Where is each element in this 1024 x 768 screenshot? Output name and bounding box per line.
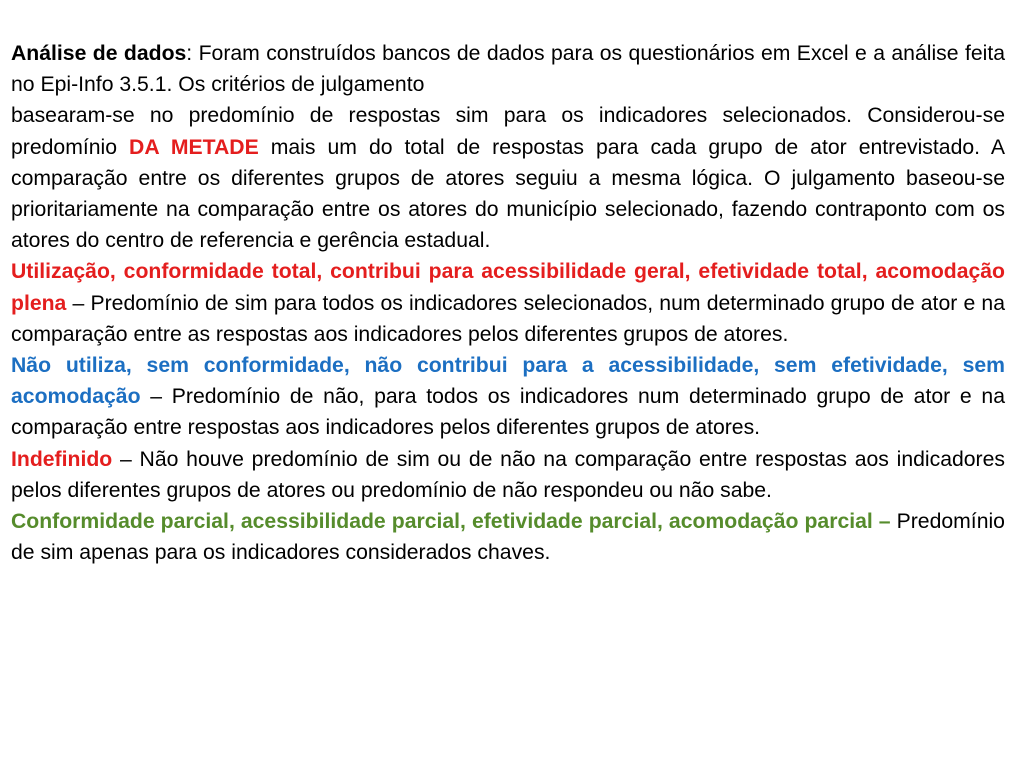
analise-text-1: Foram construídos bancos de dados para os questionários em Excel e a análise feita no Epi-Info 3.5.1. Os critérios de julgamento (11, 42, 1005, 97)
highlight-da-metade: DA METADE (129, 135, 259, 159)
heading-utilizacao: Utilização, conformidade total, contribui para acessibilidade geral, efetividade total, acomodação plena (11, 260, 1005, 315)
indefinido-text: – Não houve predomínio de sim ou de não na comparação entre respostas aos indicadores pelos diferentes grupos de atores ou predomínio de não respondeu ou não sabe. (11, 447, 1005, 502)
heading-analise-de-dados: Análise de dados (11, 42, 187, 65)
nao-utiliza-text: – Predomínio de não, para todos os indicadores num determinado grupo de ator e na comparação entre respostas aos indicadores pelos diferentes grupos de atores. (11, 385, 1005, 440)
paragraph-conformidade-parcial (11, 506, 1005, 568)
heading-indefinido: Indefinido (11, 447, 113, 471)
analise-colon: : (186, 42, 193, 65)
analise-text-2: basearam-se no predomínio de respostas sim para os indicadores selecionados. Considerou-se predomínio (11, 104, 1005, 159)
heading-nao-utiliza: Não utiliza, sem conformidade, não contribui para a acessibilidade, sem efetividade, sem acomodação (11, 354, 1005, 409)
paragraph-utilizacao (11, 256, 1005, 350)
utilizacao-dash: – (66, 291, 91, 315)
heading-conformidade-parcial: Conformidade parcial, acessibilidade parcial, efetividade parcial, acomodação parcial – (11, 510, 891, 534)
utilizacao-text: Predomínio de sim para todos os indicadores selecionados, num determinado grupo de ator e na comparação entre as respostas aos indicadores pelos diferentes grupos de atores. (11, 291, 1005, 346)
paragraph-indefinido (11, 444, 1005, 506)
analise-text-3: mais um do total de respostas para cada grupo de ator entrevistado. A comparação entre os diferentes grupos de atores seguiu a mesma lógica. O julgamento baseou-se prioritariamente na comparação entre os atores do município selecionado, fazendo contraponto com os atores do centro de referencia e gerência estadual. (11, 135, 1005, 253)
parcial-text: Predomínio de sim apenas para os indicadores considerados chaves. (11, 510, 1005, 565)
slide-body (11, 38, 1005, 568)
paragraph-analise-de-dados (11, 38, 1005, 256)
paragraph-nao-utiliza (11, 350, 1005, 444)
